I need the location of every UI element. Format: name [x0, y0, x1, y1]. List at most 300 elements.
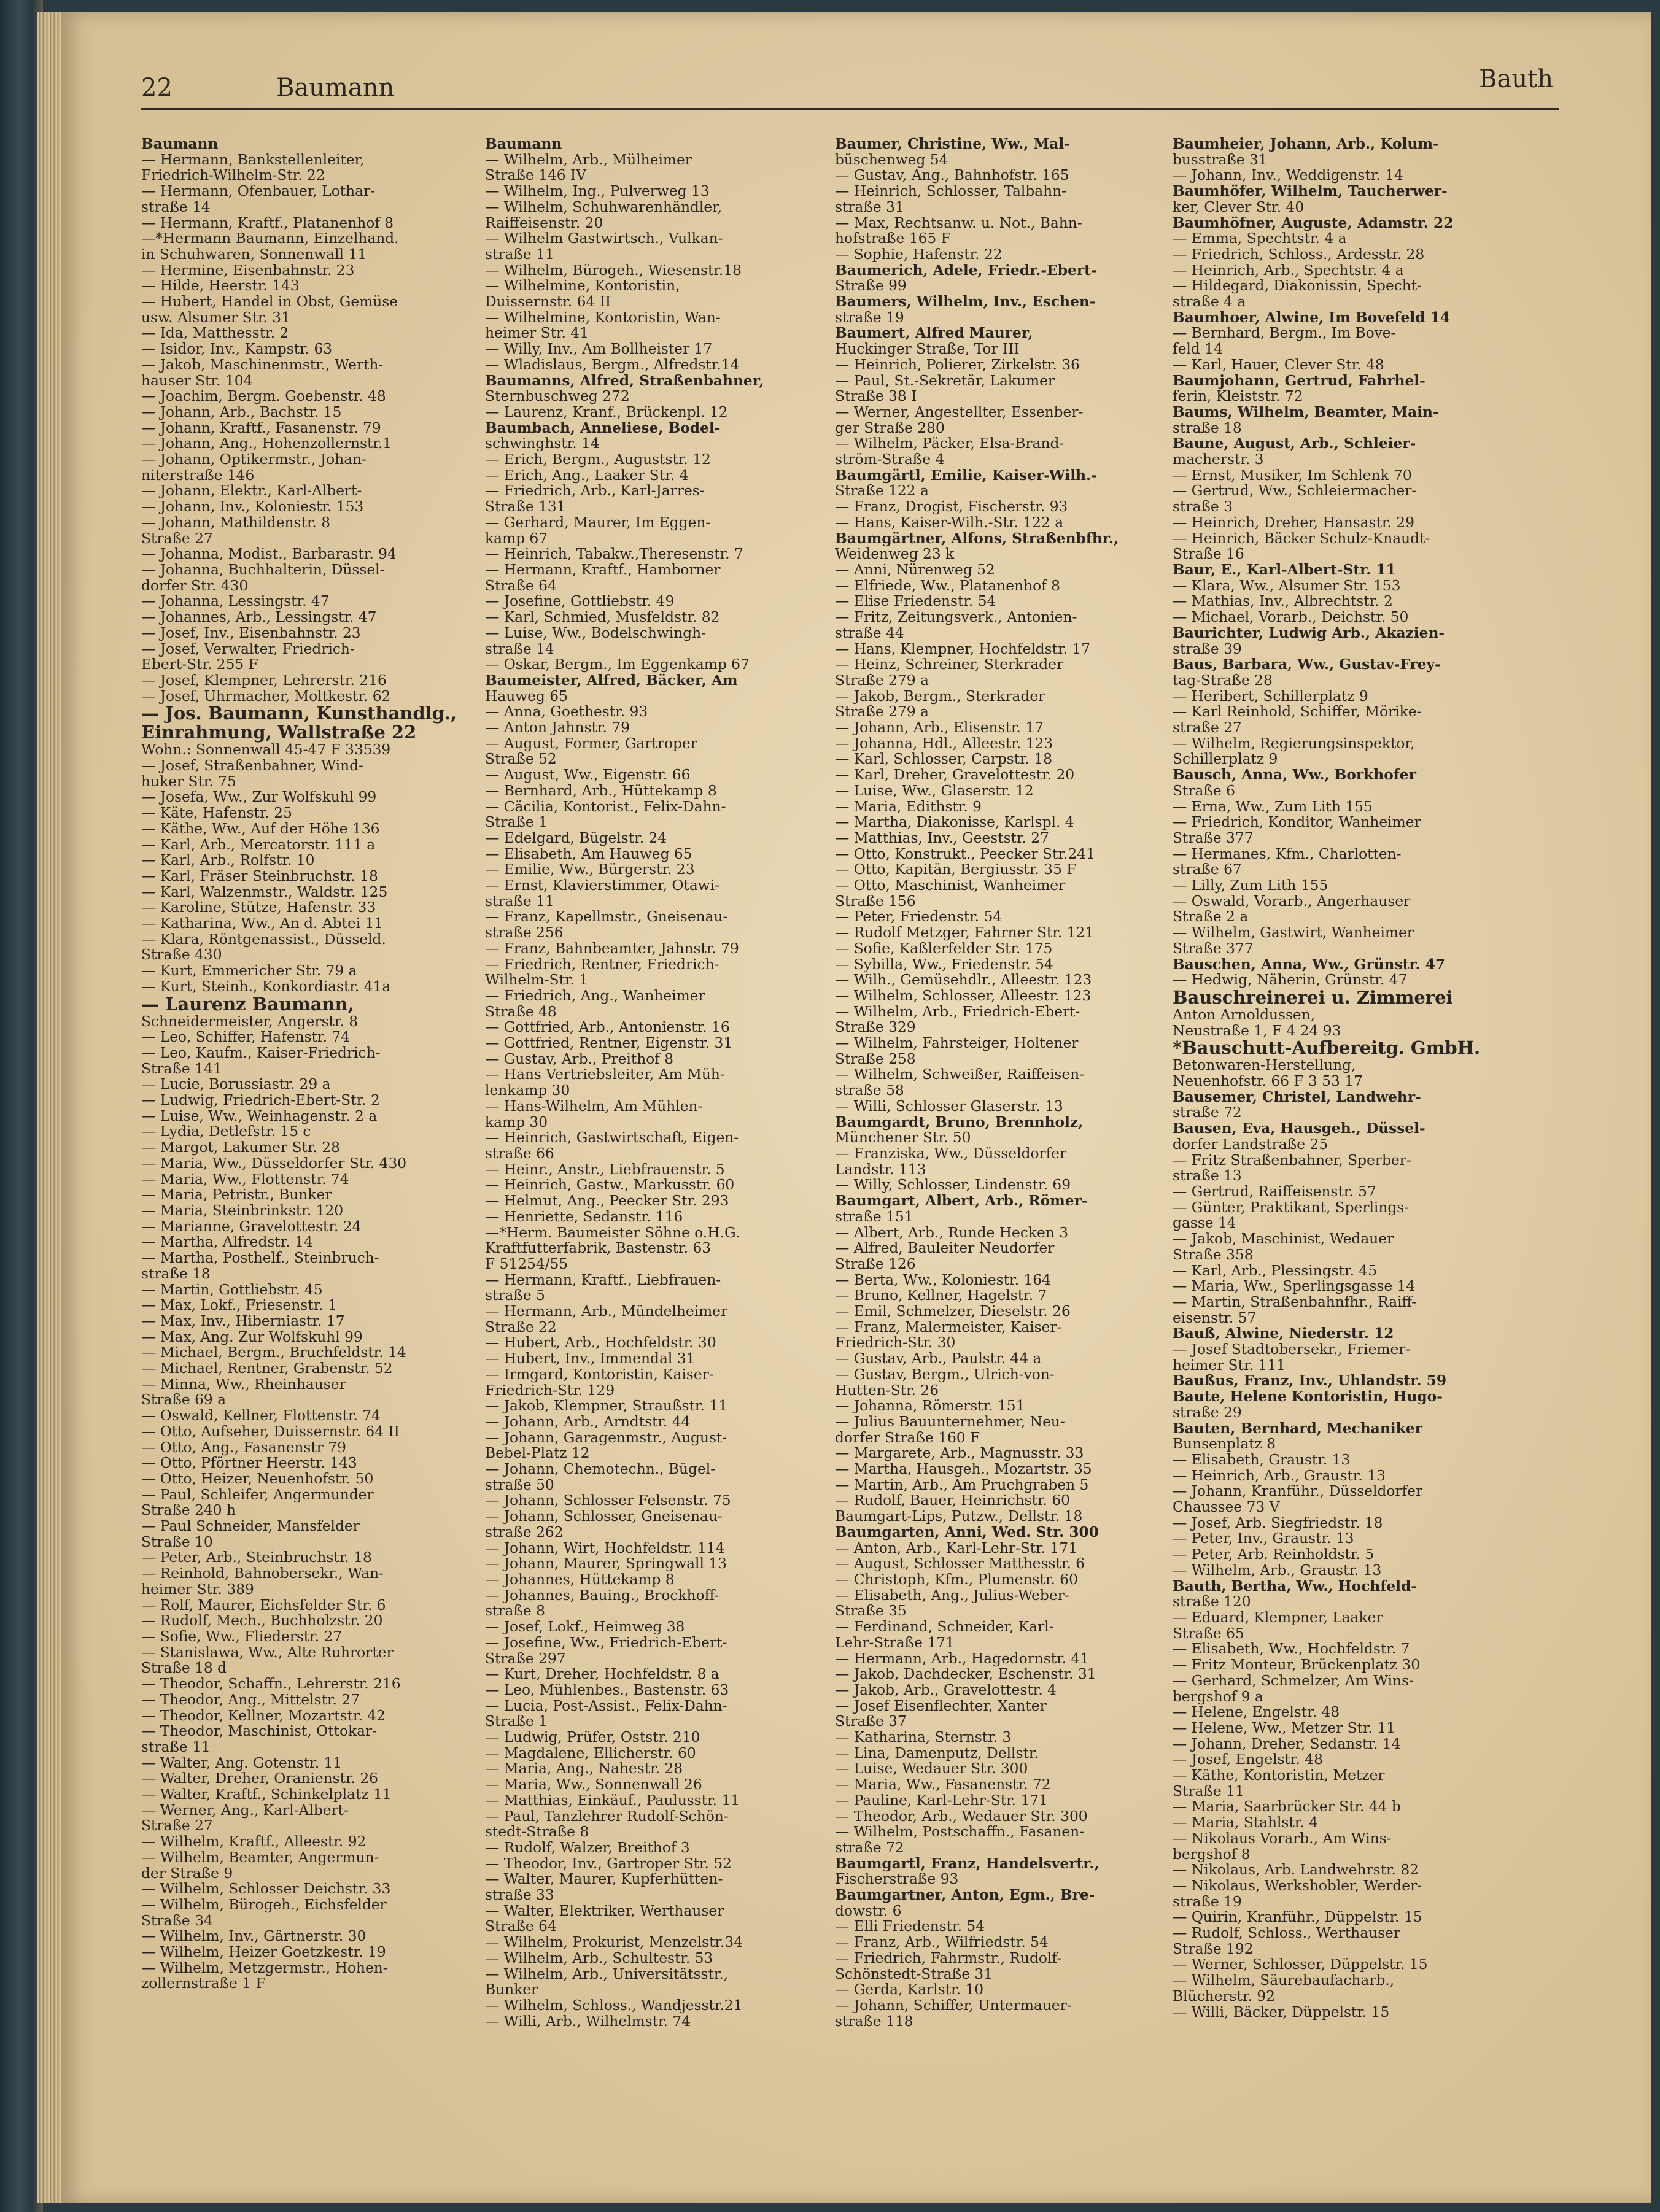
directory-entry-line: — Wilhelm, Arb., Schultestr. 53 — [485, 1949, 713, 1966]
directory-entry-line: Straße 192 — [1173, 1940, 1254, 1957]
directory-entry-line: straße 72 — [1173, 1104, 1242, 1121]
directory-entry-line: — Willy, Schlosser, Lindenstr. 69 — [835, 1177, 1071, 1194]
directory-entry-line: — Johann, Garagenmstr., August- — [485, 1429, 727, 1446]
directory-entry-line: Schneidermeister, Angerstr. 8 — [141, 1013, 359, 1030]
directory-entry-line: — Gottfried, Rentner, Eigenstr. 31 — [485, 1035, 733, 1052]
directory-entry-line: — Theodor, Schaffn., Lehrerstr. 216 — [141, 1676, 401, 1693]
directory-entry-line: Baune, August, Arb., Schleier- — [1173, 435, 1416, 452]
directory-entry-line: —*Herm. Baumeister Söhne o.H.G. — [485, 1224, 740, 1241]
directory-entry-line: — Wilhelm, Säurebaufacharb., — [1173, 1972, 1395, 1989]
directory-entry-line: — Jos. Baumann, Kunsthandlg., — [141, 703, 457, 724]
directory-entry-line: — Hedwig, Näherin, Grünstr. 47 — [1173, 972, 1408, 989]
directory-entry-line: bergshof 8 — [1173, 1846, 1251, 1863]
directory-entry-line: gasse 14 — [1173, 1215, 1236, 1232]
directory-entry-line: F 51254/55 — [485, 1255, 568, 1272]
directory-entry-line: — Margarete, Arb., Magnusstr. 33 — [835, 1445, 1084, 1462]
directory-entry-line: — Wilhelm, Fahrsteiger, Holtener — [835, 1035, 1079, 1052]
directory-entry-line: — Wilhelm, Schweißer, Raiffeisen- — [835, 1066, 1085, 1083]
directory-entry-line: straße 66 — [485, 1145, 554, 1162]
directory-entry-line: — Heinrich, Polierer, Zirkelstr. 36 — [835, 356, 1080, 373]
directory-entry-line: — Josef, Verwalter, Friedrich- — [141, 640, 355, 657]
directory-entry-line: — Rolf, Maurer, Eichsfelder Str. 6 — [141, 1596, 386, 1614]
directory-entry-line: — Johann, Inv., Weddigenstr. 14 — [1173, 167, 1403, 184]
directory-entry-line: Baumeister, Alfred, Bäcker, Am — [485, 671, 738, 689]
directory-entry-line: Straße 48 — [485, 1003, 557, 1020]
directory-entry-line: — Wilhelm, Päcker, Elsa-Brand- — [835, 435, 1065, 452]
directory-entry-line: kamp 30 — [485, 1113, 548, 1131]
directory-entry-line: — Gustav, Arb., Preithof 8 — [485, 1050, 674, 1067]
directory-entry-line: — Julius Bauunternehmer, Neu- — [835, 1413, 1065, 1430]
directory-entry-line: Straße 146 IV — [485, 167, 587, 184]
directory-entry-line: — Erich, Bergm., Auguststr. 12 — [485, 451, 711, 468]
directory-entry-line: — Josef, Uhrmacher, Moltkestr. 62 — [141, 687, 391, 705]
directory-entry-line: — Kurt, Steinh., Konkordiastr. 41a — [141, 978, 391, 995]
directory-entry-line: Hutten-Str. 26 — [835, 1382, 939, 1399]
directory-entry-line: Baumgart-Lips, Putzw., Dellstr. 18 — [835, 1508, 1083, 1525]
directory-entry-line: — Johann, Dreher, Sedanstr. 14 — [1173, 1735, 1401, 1752]
column-1 — [141, 136, 476, 2180]
directory-entry-line: — Franz, Arb., Wilfriedstr. 54 — [835, 1934, 1049, 1951]
directory-entry-line: heimer Str. 389 — [141, 1580, 254, 1598]
directory-entry-line: Straße 52 — [485, 751, 557, 768]
directory-entry-line: — Elli Friedenstr. 54 — [835, 1918, 985, 1935]
directory-entry-line: — Hubert, Handel in Obst, Gemüse — [141, 293, 398, 311]
directory-entry-line: — Johann, Wirt, Hochfeldstr. 114 — [485, 1539, 725, 1557]
directory-entry-line: — Gustav, Bergm., Ulrich-von- — [835, 1366, 1055, 1383]
directory-entry-line: — Franz, Drogist, Fischerstr. 93 — [835, 498, 1068, 516]
directory-entry-line: — August, Schlosser Matthesstr. 6 — [835, 1555, 1085, 1572]
directory-entry-line: — Johann, Mathildenstr. 8 — [141, 514, 331, 531]
directory-entry-line: busstraße 31 — [1173, 151, 1268, 168]
running-header — [141, 61, 1565, 104]
directory-entry-line: dorfer Str. 430 — [141, 577, 249, 594]
directory-entry-line: — Jakob, Arb., Gravelottestr. 4 — [835, 1681, 1057, 1698]
directory-entry-line: Bauten, Bernhard, Mechaniker — [1173, 1420, 1422, 1437]
directory-entry-line: — Gertrud, Ww., Schleiermacher- — [1173, 482, 1417, 500]
directory-entry-line: — Maria, Stahlstr. 4 — [1173, 1814, 1318, 1831]
directory-entry-line: straße 4 a — [1173, 293, 1246, 311]
directory-entry-line: — Karl, Hauer, Clever Str. 48 — [1173, 356, 1384, 373]
directory-entry-line: — Isidor, Inv., Kampstr. 63 — [141, 341, 333, 358]
directory-entry-line: — Josefine, Ww., Friedrich-Ebert- — [485, 1634, 727, 1651]
directory-entry-line: — Hilde, Heerstr. 143 — [141, 277, 300, 295]
directory-entry-line: Straße 258 — [835, 1050, 916, 1067]
directory-entry-line: Duissernstr. 64 II — [485, 293, 611, 311]
directory-entry-line: — Martha, Diakonisse, Karlspl. 4 — [835, 814, 1074, 831]
directory-entry-line: — Heinr., Anstr., Liebfrauenstr. 5 — [485, 1161, 725, 1178]
directory-entry-line: straße 118 — [835, 2013, 913, 2030]
header-last-entry: Bauth — [1479, 65, 1553, 93]
directory-entry-line: — Oswald, Vorarb., Angerhauser — [1173, 892, 1411, 910]
directory-entry-line: — Karl, Fräser Steinbruchstr. 18 — [141, 867, 378, 884]
directory-entry-line: — Hermann, Arb., Mündelheimer — [485, 1303, 728, 1320]
directory-entry-line: hofstraße 165 F — [835, 230, 951, 247]
directory-entry-line: — Heinrich, Schlosser, Talbahn- — [835, 183, 1067, 200]
directory-entry-line: — Rudolf, Schloss., Werthauser — [1173, 1925, 1400, 1942]
directory-entry-line: — Karl, Dreher, Gravelottestr. 20 — [835, 767, 1075, 784]
directory-entry-line: Blücherstr. 92 — [1173, 1987, 1275, 2005]
directory-entry-line: tag-Straße 28 — [1173, 671, 1273, 689]
directory-entry-line: huker Str. 75 — [141, 773, 236, 790]
directory-entry-line: bergshof 9 a — [1173, 1688, 1263, 1705]
directory-entry-line: — Otto, Konstrukt., Peecker Str.241 — [835, 845, 1095, 862]
directory-entry-line: — Theodor, Kellner, Mozartstr. 42 — [141, 1707, 386, 1724]
directory-entry-line: — Wilhelm, Regierungsinspektor, — [1173, 735, 1415, 752]
directory-entry-line: — Gerhard, Schmelzer, Am Wins- — [1173, 1672, 1414, 1689]
directory-entry-line: — Ludwig, Prüfer, Oststr. 210 — [485, 1729, 700, 1746]
directory-entry-line: — August, Ww., Eigenstr. 66 — [485, 767, 691, 784]
directory-entry-line: — Wilhelm, Arb., Universitätsstr., — [485, 1965, 729, 1982]
directory-entry-line: — Martha, Posthelf., Steinbruch- — [141, 1250, 379, 1267]
directory-page — [61, 12, 1651, 2203]
directory-entry-line: Straße 34 — [141, 1912, 213, 1929]
directory-entry-line: — Karoline, Stütze, Hafenstr. 33 — [141, 899, 376, 916]
directory-entry-line: — Heinrich, Bäcker Schulz-Knaudt- — [1173, 530, 1430, 547]
directory-entry-line: — Berta, Ww., Koloniestr. 164 — [835, 1271, 1051, 1288]
directory-entry-line: — Rudolf Metzger, Fahrner Str. 121 — [835, 924, 1095, 942]
directory-entry-line: — Josef, Straßenbahner, Wind- — [141, 757, 363, 775]
directory-entry-line: Straße 22 — [485, 1318, 557, 1336]
directory-entry-line: — Karl, Arb., Plessingstr. 45 — [1173, 1262, 1378, 1279]
directory-entry-line: Schönstedt-Straße 31 — [835, 1965, 993, 1982]
directory-entry-line: — Karl, Schlosser, Carpstr. 18 — [835, 751, 1053, 768]
directory-entry-line: — Franz, Bahnbeamter, Jahnstr. 79 — [485, 940, 739, 957]
directory-entry-line: — Johanna, Modist., Barbarastr. 94 — [141, 546, 397, 563]
directory-entry-line: Straße 2 a — [1173, 908, 1249, 926]
directory-entry-line: — Katharina, Ww., An d. Abtei 11 — [141, 915, 384, 932]
directory-entry-line: — Elise Friedenstr. 54 — [835, 593, 996, 610]
directory-entry-line: — Johanna, Buchhalterin, Düssel- — [141, 561, 385, 578]
directory-entry-line: — Ernst, Klavierstimmer, Otawi- — [485, 877, 719, 894]
directory-entry-line: Anton Arnoldussen, — [1173, 1006, 1316, 1023]
directory-entry-line: — Mathias, Inv., Albrechtstr. 2 — [1173, 593, 1393, 610]
directory-entry-line: — Maria, Petristr., Bunker — [141, 1186, 332, 1204]
directory-entry-line: — Cäcilia, Kontorist., Felix-Dahn- — [485, 798, 726, 815]
directory-entry-line: — Emma, Spechtstr. 4 a — [1173, 230, 1347, 247]
directory-entry-line: — Wilhelm Gastwirtsch., Vulkan- — [485, 230, 723, 247]
directory-entry-line: — Jakob, Maschinist, Wedauer — [1173, 1231, 1394, 1248]
directory-entry-line: Straße 27 — [141, 1817, 213, 1835]
directory-entry-line: — Klara, Ww., Alsumer Str. 153 — [1173, 577, 1401, 594]
directory-entry-line: — Wilhelm, Bürogeh., Eichsfelder — [141, 1896, 387, 1913]
directory-entry-line: — Wilhelm, Arb., Mülheimer — [485, 151, 692, 168]
directory-entry-line: — Fritz Monteur, Brückenplatz 30 — [1173, 1657, 1421, 1674]
directory-entry-line: Baumer, Christine, Ww., Mal- — [835, 136, 1070, 152]
directory-entry-line: — Josef, Klempner, Lehrerstr. 216 — [141, 671, 387, 689]
directory-entry-line: — Johann, Schlosser, Gneisenau- — [485, 1508, 723, 1525]
directory-entry-line: — Luise, Ww., Glaserstr. 12 — [835, 782, 1034, 799]
directory-entry-line: — Werner, Angestellter, Essenber- — [835, 403, 1084, 420]
directory-entry-line: Straße 279 a — [835, 703, 929, 721]
directory-entry-line: — Martha, Alfredstr. 14 — [141, 1234, 313, 1251]
directory-entry-line: ferin, Kleiststr. 72 — [1173, 388, 1303, 405]
directory-entry-line: straße 13 — [1173, 1167, 1242, 1185]
directory-entry-line: straße 18 — [1173, 419, 1242, 436]
directory-entry-line: — Heinrich, Dreher, Hansastr. 29 — [1173, 514, 1414, 531]
directory-entry-line: Bauß, Alwine, Niederstr. 12 — [1173, 1325, 1394, 1342]
directory-entry-line: — Johanna, Hdl., Alleestr. 123 — [835, 735, 1053, 752]
directory-entry-line: Straße 279 a — [835, 671, 929, 689]
directory-entry-line: — Lilly, Zum Lith 155 — [1173, 877, 1328, 894]
directory-entry-line: Straße 122 a — [835, 482, 929, 500]
directory-entry-line: Schillerplatz 9 — [1173, 751, 1278, 768]
directory-entry-line: Baumhöfner, Auguste, Adamstr. 22 — [1173, 214, 1454, 231]
directory-entry-line: — Peter, Arb. Reinholdstr. 5 — [1173, 1546, 1375, 1563]
directory-entry-line: — Peter, Inv., Graustr. 13 — [1173, 1530, 1354, 1547]
directory-entry-line: Baur, E., Karl-Albert-Str. 11 — [1173, 561, 1396, 578]
directory-entry-line: — Leo, Kaufm., Kaiser-Friedrich- — [141, 1044, 381, 1061]
directory-entry-line: Baumgärtner, Alfons, Straßenbfhr., — [835, 530, 1119, 547]
directory-entry-line: — Pauline, Karl-Lehr-Str. 171 — [835, 1792, 1048, 1809]
directory-entry-line: Baumhöfer, Wilhelm, Taucherwer- — [1173, 183, 1448, 200]
directory-entry-line: — Johanna, Lessingstr. 47 — [141, 593, 330, 610]
directory-entry-line: —*Hermann Baumann, Einzelhand. — [141, 230, 399, 247]
directory-entry-line: — Laurenz, Kranf., Brückenpl. 12 — [485, 403, 728, 420]
directory-entry-line: niterstraße 146 — [141, 466, 255, 484]
directory-entry-line: — Lina, Damenputz, Dellstr. — [835, 1744, 1039, 1761]
directory-entry-line: — Fritz, Zeitungsverk., Antonien- — [835, 609, 1077, 626]
directory-entry-line: — Sophie, Hafenstr. 22 — [835, 246, 1003, 263]
directory-entry-line: Fischerstraße 93 — [835, 1871, 959, 1888]
directory-entry-line: — Michael, Vorarb., Deichstr. 50 — [1173, 609, 1409, 626]
directory-entry-line: Straße 329 — [835, 1019, 916, 1036]
directory-entry-line: — Johannes, Bauing., Brockhoff- — [485, 1587, 719, 1604]
directory-entry-line: dorfer Straße 160 F — [835, 1429, 980, 1446]
directory-entry-line: Bunsenplatz 8 — [1173, 1436, 1276, 1453]
directory-entry-line: — Quirin, Kranführ., Düppelstr. 15 — [1173, 1909, 1422, 1926]
directory-entry-line: straße 5 — [485, 1287, 545, 1304]
directory-entry-line: — Franz, Malermeister, Kaiser- — [835, 1318, 1062, 1336]
directory-entry-line: — Günter, Praktikant, Sperlings- — [1173, 1199, 1410, 1216]
directory-entry-line: — Eduard, Klempner, Laaker — [1173, 1609, 1383, 1626]
directory-entry-line: Weidenweg 23 k — [835, 546, 955, 563]
directory-entry-line: Straße 377 — [1173, 940, 1254, 957]
directory-entry-line: — Leo, Schiffer, Hafenstr. 74 — [141, 1029, 350, 1046]
directory-entry-line: — Hermann, Kraftf., Liebfrauen- — [485, 1271, 721, 1288]
directory-entry-line: straße 67 — [1173, 861, 1242, 878]
directory-entry-line: — Max, Inv., Hiberniastr. 17 — [141, 1312, 345, 1329]
directory-entry-line: Ebert-Str. 255 F — [141, 656, 258, 673]
directory-entry-line: — Paul, St.-Sekretär, Lakumer — [835, 372, 1055, 389]
directory-entry-line: — Henriette, Sedanstr. 116 — [485, 1208, 683, 1225]
directory-entry-line: Landstr. 113 — [835, 1161, 926, 1178]
directory-entry-line: — Wilhelm, Postschaffn., Fasanen- — [835, 1823, 1085, 1841]
directory-entry-line: Baumann — [485, 136, 562, 152]
directory-entry-line: — Johannes, Hüttekamp 8 — [485, 1571, 675, 1588]
directory-entry-line: — Gustav, Ang., Bahnhofstr. 165 — [835, 167, 1069, 184]
directory-entry-line: — Maria, Ww., Sperlingsgasse 14 — [1173, 1278, 1416, 1295]
directory-entry-line: — Hermann, Kraftf., Hamborner — [485, 561, 721, 578]
directory-entry-line: Baumbach, Anneliese, Bodel- — [485, 419, 721, 436]
directory-entry-line: — Hildegard, Diakonissin, Specht- — [1173, 277, 1422, 295]
directory-entry-line: — Katharina, Sternstr. 3 — [835, 1729, 1012, 1746]
directory-entry-line: — Gerhard, Maurer, Im Eggen- — [485, 514, 711, 531]
directory-entry-line: Bausen, Eva, Hausgeh., Düssel- — [1173, 1120, 1425, 1137]
directory-entry-line: — Johanna, Römerstr. 151 — [835, 1398, 1025, 1415]
directory-entry-line: — Hermine, Eisenbahnstr. 23 — [141, 261, 355, 279]
directory-entry-line: zollernstraße 1 F — [141, 1975, 266, 1992]
directory-entry-line: — August, Former, Gartroper — [485, 735, 697, 752]
directory-entry-line: — Hermanes, Kfm., Charlotten- — [1173, 845, 1402, 862]
directory-entry-line: straße 58 — [835, 1082, 904, 1099]
directory-entry-line: der Straße 9 — [141, 1865, 233, 1882]
directory-entry-line: — Elisabeth, Ang., Julius-Weber- — [835, 1587, 1069, 1604]
directory-entry-line: — Johann, Kraftf., Fasanenstr. 79 — [141, 419, 381, 436]
directory-entry-line: Straße 240 h — [141, 1502, 236, 1519]
directory-entry-line: straße 3 — [1173, 498, 1233, 516]
directory-entry-line: — Josef, Lokf., Heimweg 38 — [485, 1618, 685, 1636]
directory-entry-line: — Jakob, Bergm., Sterkrader — [835, 687, 1045, 705]
directory-entry-line: Bausemer, Christel, Landwehr- — [1173, 1088, 1421, 1105]
directory-entry-line: — Kurt, Emmericher Str. 79 a — [141, 962, 357, 980]
directory-entry-line: — Karl, Schmied, Musfeldstr. 82 — [485, 609, 720, 626]
directory-entry-line: — Lucia, Post-Assist., Felix-Dahn- — [485, 1697, 727, 1714]
directory-entry-line: — Hans, Kaiser-Wilh.-Str. 122 a — [835, 514, 1064, 531]
directory-entry-line: — Anni, Nürenweg 52 — [835, 561, 995, 578]
directory-entry-line: Friedrich-Str. 129 — [485, 1382, 615, 1399]
directory-entry-line: — Heinrich, Arb., Graustr. 13 — [1173, 1467, 1386, 1484]
directory-entry-line: — Theodor, Ang., Mittelstr. 27 — [141, 1691, 360, 1708]
directory-entry-line: — Nikolaus Vorarb., Am Wins- — [1173, 1830, 1392, 1847]
directory-entry-line: — Erich, Ang., Laaker Str. 4 — [485, 466, 689, 484]
directory-entry-line: — Friedrich, Ang., Wanheimer — [485, 987, 705, 1004]
directory-entry-line: Baute, Helene Kontoristin, Hugo- — [1173, 1388, 1443, 1406]
directory-entry-line: straße 33 — [485, 1887, 554, 1904]
directory-entry-line: — Matthias, Einkäuf., Paulusstr. 11 — [485, 1792, 740, 1809]
directory-entry-line: — Josef, Arb. Siegfriedstr. 18 — [1173, 1514, 1383, 1531]
directory-entry-line: — Wilhelm, Arb., Friedrich-Ebert- — [835, 1003, 1080, 1020]
directory-entry-line: — Joachim, Bergm. Goebenstr. 48 — [141, 388, 386, 405]
directory-entry-line: — Johann, Schlosser Felsenstr. 75 — [485, 1492, 731, 1509]
directory-entry-line: — Anton, Arb., Karl-Lehr-Str. 171 — [835, 1539, 1078, 1557]
directory-entry-line: straße 19 — [1173, 1893, 1242, 1910]
directory-entry-line: — Emil, Schmelzer, Dieselstr. 26 — [835, 1303, 1071, 1320]
directory-entry-line: — Martin, Straßenbahnfhr., Raiff- — [1173, 1293, 1417, 1310]
directory-entry-line: Baumheier, Johann, Arb., Kolum- — [1173, 136, 1439, 152]
directory-entry-line: — Josef, Engelstr. 48 — [1173, 1751, 1323, 1768]
directory-entry-line: — Heribert, Schillerplatz 9 — [1173, 687, 1368, 705]
directory-entry-line: ström-Straße 4 — [835, 451, 945, 468]
directory-entry-line: Straße 10 — [141, 1533, 213, 1550]
directory-entry-line: — Peter, Arb., Steinbruchstr. 18 — [141, 1549, 372, 1566]
directory-entry-line: straße 44 — [835, 624, 904, 641]
directory-entry-line: — Johann, Inv., Koloniestr. 153 — [141, 498, 364, 516]
directory-entry-line: Baumhoer, Alwine, Im Bovefeld 14 — [1173, 309, 1451, 326]
directory-entry-line: macherstr. 3 — [1173, 451, 1264, 468]
directory-entry-line: — Bernhard, Arb., Hüttekamp 8 — [485, 782, 717, 799]
directory-entry-line: heimer Str. 111 — [1173, 1356, 1286, 1374]
directory-entry-line: Straße 1 — [485, 814, 548, 831]
directory-entry-line: — Johann, Arb., Bachstr. 15 — [141, 403, 342, 420]
directory-entry-line: büschenweg 54 — [835, 151, 948, 168]
directory-entry-line: — Otto, Heizer, Neuenhofstr. 50 — [141, 1470, 374, 1487]
directory-entry-line: — Karl, Arb., Rolfstr. 10 — [141, 852, 315, 869]
directory-entry-line: *Bauschutt-Aufbereitg. GmbH. — [1173, 1037, 1481, 1059]
directory-entry-line: Straße 35 — [835, 1603, 907, 1620]
directory-entry-line: — Sofie, Kaßlerfelder Str. 175 — [835, 940, 1053, 957]
directory-entry-line: — Ludwig, Friedrich-Ebert-Str. 2 — [141, 1092, 380, 1109]
directory-entry-line: stedt-Straße 8 — [485, 1823, 589, 1841]
directory-entry-line: Bunker — [485, 1981, 538, 1998]
directory-entry-line: — Michael, Rentner, Grabenstr. 52 — [141, 1360, 393, 1377]
directory-entry-line: — Käthe, Kontoristin, Metzer — [1173, 1767, 1385, 1784]
directory-entry-line: — Otto, Aufseher, Duissernstr. 64 II — [141, 1423, 400, 1440]
directory-entry-line: Baurichter, Ludwig Arb., Akazien- — [1173, 624, 1445, 641]
directory-entry-line: — Maria, Ww., Düsseldorfer Str. 430 — [141, 1154, 407, 1172]
directory-entry-line: Kraftfutterfabrik, Bastenstr. 63 — [485, 1240, 712, 1257]
directory-entry-line: — Wilhelm, Kraftf., Alleestr. 92 — [141, 1833, 367, 1850]
directory-entry-line: — Elfriede, Ww., Platanenhof 8 — [835, 577, 1060, 594]
directory-entry-line: Straße 377 — [1173, 829, 1254, 846]
directory-entry-line: — Edelgard, Bügelstr. 24 — [485, 829, 667, 846]
directory-entry-line: Baumgärtl, Emilie, Kaiser-Wilh.- — [835, 466, 1097, 484]
directory-entry-line: heimer Str. 41 — [485, 325, 589, 342]
directory-entry-line: — Marianne, Gravelottestr. 24 — [141, 1218, 362, 1235]
directory-entry-line: Neustraße 1, F 4 24 93 — [1173, 1022, 1341, 1039]
directory-entry-line: Neuenhofstr. 66 F 3 53 17 — [1173, 1073, 1363, 1090]
directory-entry-line: Straße 141 — [141, 1060, 222, 1077]
directory-entry-line: straße 14 — [141, 198, 211, 215]
directory-entry-line: — Helmut, Ang., Peecker Str. 293 — [485, 1193, 729, 1210]
directory-entry-line: — Martha, Hausgeh., Mozartstr. 35 — [835, 1461, 1092, 1478]
directory-entry-line: — Emilie, Ww., Bürgerstr. 23 — [485, 861, 695, 878]
directory-entry-line: — Walter, Elektriker, Werthauser — [485, 1902, 724, 1919]
directory-entry-line: — Alfred, Bauleiter Neudorfer — [835, 1240, 1055, 1257]
directory-entry-line: — Josef, Inv., Eisenbahnstr. 23 — [141, 624, 361, 641]
directory-entry-line: Sternbuschweg 272 — [485, 388, 630, 405]
directory-entry-line: — Elisabeth, Ww., Hochfeldstr. 7 — [1173, 1641, 1410, 1658]
directory-entry-line: — Hans Vertriebsleiter, Am Müh- — [485, 1066, 725, 1083]
directory-entry-line: — Reinhold, Bahnobersekr., Wan- — [141, 1565, 384, 1582]
directory-entry-line: — Wilhelm, Bürogeh., Wiesenstr.18 — [485, 261, 742, 279]
directory-entry-line: — Friedrich, Rentner, Friedrich- — [485, 956, 719, 973]
directory-entry-line: dorfer Landstraße 25 — [1173, 1135, 1328, 1153]
directory-entry-line: — Johann, Kranführ., Düsseldorfer — [1173, 1483, 1423, 1500]
directory-entry-line: Baumjohann, Gertrud, Fahrhel- — [1173, 372, 1425, 389]
directory-entry-line: — Hermann, Kraftf., Platanenhof 8 — [141, 214, 394, 231]
directory-entry-line: straße 50 — [485, 1476, 554, 1493]
directory-entry-line: Baumgartl, Franz, Handelsvertr., — [835, 1855, 1100, 1872]
directory-entry-line: — Peter, Friedenstr. 54 — [835, 908, 1003, 926]
directory-entry-line: — Heinrich, Arb., Spechtstr. 4 a — [1173, 261, 1404, 279]
directory-entry-line: — Friedrich, Schloss., Ardesstr. 28 — [1173, 246, 1425, 263]
directory-entry-line: — Heinz, Schreiner, Sterkrader — [835, 656, 1064, 673]
directory-entry-line: — Elisabeth, Graustr. 13 — [1173, 1451, 1351, 1468]
directory-entry-line: — Margot, Lakumer Str. 28 — [141, 1139, 340, 1156]
directory-entry-line: — Willi, Arb., Wilhelmstr. 74 — [485, 2013, 691, 2030]
directory-entry-line: — Anton Jahnstr. 79 — [485, 719, 630, 737]
directory-entry-line: Betonwaren-Herstellung, — [1173, 1057, 1356, 1074]
directory-entry-line: — Otto, Ang., Fasanenstr 79 — [141, 1439, 346, 1456]
directory-entry-line: Straße 99 — [835, 277, 907, 295]
directory-entry-line: — Wilhelm, Prokurist, Menzelstr.34 — [485, 1934, 743, 1951]
directory-entry-line: — Michael, Bergm., Bruchfeldstr. 14 — [141, 1344, 406, 1361]
directory-entry-line: — Käte, Hafenstr. 25 — [141, 805, 292, 822]
directory-entry-line: — Oswald, Kellner, Flottenstr. 74 — [141, 1407, 381, 1425]
directory-entry-line: Baußus, Franz, Inv., Uhlandstr. 59 — [1173, 1372, 1447, 1390]
directory-entry-line: ger Straße 280 — [835, 419, 945, 436]
directory-entry-line: — Theodor, Maschinist, Ottokar- — [141, 1723, 378, 1740]
directory-entry-line: — Wilhelm, Schlosser Deichstr. 33 — [141, 1881, 391, 1898]
directory-entry-line: — Hubert, Inv., Immendal 31 — [485, 1350, 696, 1367]
directory-entry-line: Straße 16 — [1173, 546, 1244, 563]
directory-entry-line: — Ida, Matthesstr. 2 — [141, 325, 289, 342]
directory-entry-line: Hauweg 65 — [485, 687, 568, 705]
directory-entry-line: — Maria, Saarbrücker Str. 44 b — [1173, 1798, 1401, 1816]
directory-entry-line: — Gottfried, Arb., Antonienstr. 16 — [485, 1019, 730, 1036]
directory-entry-line: — Johann, Elektr., Karl-Albert- — [141, 482, 362, 500]
directory-entry-line: — Martin, Gottliebstr. 45 — [141, 1281, 323, 1298]
